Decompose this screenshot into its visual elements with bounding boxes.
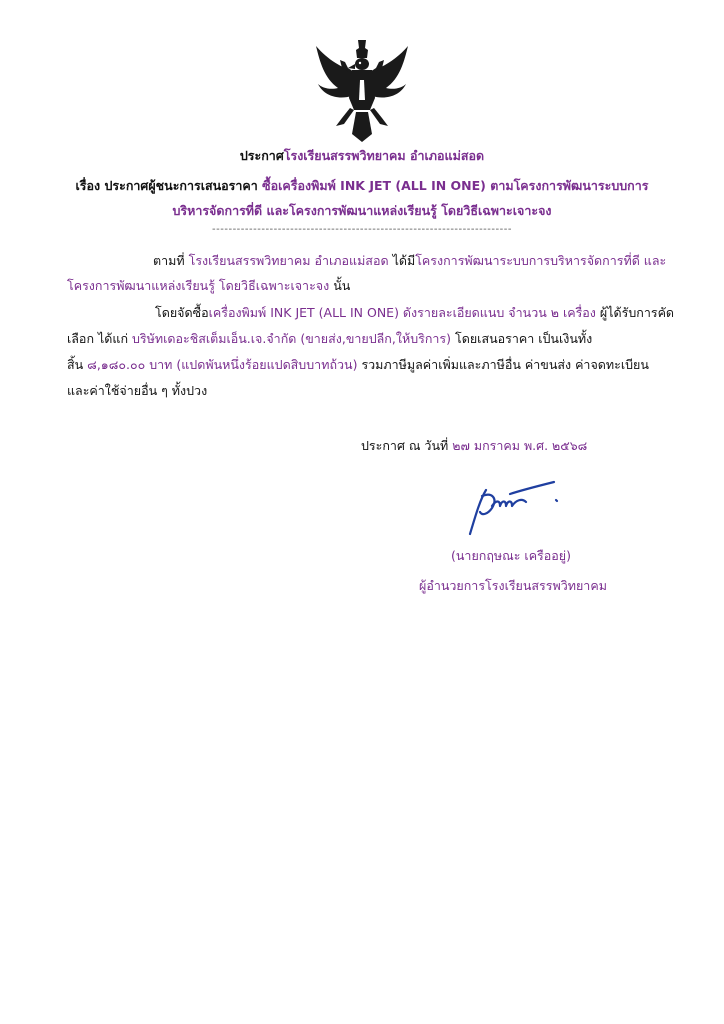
p1-project: โครงการพัฒนาระบบการบริหารจัดการที่ดี และ: [415, 253, 667, 268]
p2-selected: เลือก ได้แก่: [67, 331, 129, 346]
garuda-emblem: [312, 38, 412, 144]
paragraph-2-line-1: [155, 303, 674, 323]
subject-prefix: เรื่อง ประกาศผู้ชนะการเสนอราคา: [75, 178, 258, 193]
p1-text-c: ได้มี: [392, 253, 416, 268]
announce-date-line: [361, 436, 587, 456]
signer-name: (นายกฤษณะ เครืออยู่): [451, 548, 571, 563]
announcement-title: [0, 146, 724, 166]
school-name: โรงเรียนสรรพวิทยาคม อำเภอแม่สอด: [283, 148, 485, 163]
subject-line-2: บริหารจัดการที่ดี และโครงการพัฒนาแหล่งเรียนรู้ โดยวิธีเฉพาะเจาะจง: [172, 203, 552, 218]
paragraph-2-line-3: [67, 355, 649, 375]
subject-text: ซื้อเครื่องพิมพ์ INK JET (ALL IN ONE) ตามโครงการพัฒนาระบบการ: [262, 178, 649, 193]
paragraph-2-line-4: และค่าใช้จ่ายอื่น ๆ ทั้งปวง: [67, 383, 208, 398]
p2-tax-note: รวมภาษีมูลค่าเพิ่มและภาษีอื่น ค่าขนส่ง ค่าจดทะเบียน: [361, 357, 649, 372]
p2-company: บริษัทเดอะชิสเต็มเอ็น.เจ.จำกัด (ขายส่ง,ขายปลีก,ให้บริการ): [132, 331, 452, 346]
paragraph-1-line-2: [67, 276, 350, 296]
p1-school: โรงเรียนสรรพวิทยาคม อำเภอแม่สอด: [188, 253, 389, 268]
signature-mark: [452, 476, 570, 542]
paragraph-1-line-1: [153, 251, 666, 271]
subject-line-1: [0, 176, 724, 196]
p2-text-c: ผู้ได้รับการคัด: [599, 305, 675, 320]
signer-title: ผู้อำนวยการโรงเรียนสรรพวิทยาคม: [419, 578, 607, 593]
p2-amount: ๘,๑๘๐.๐๐ บาท (แปดพันหนึ่งร้อยแปดสิบบาทถ้วน): [87, 357, 358, 372]
title-prefix: ประกาศ: [239, 148, 284, 163]
p1-text-a: ตามที่: [153, 253, 185, 268]
divider: -------------------------------------------------------------------------: [212, 224, 512, 235]
p1-project-2: โครงการพัฒนาแหล่งเรียนรู้ โดยวิธีเฉพาะเจาะจง: [67, 278, 330, 293]
announce-date: ๒๗ มกราคม พ.ศ. ๒๕๖๘: [452, 438, 588, 453]
p1-end: นั้น: [333, 278, 351, 293]
p2-total-word: สิ้น: [67, 357, 84, 372]
p2-offer: โดยเสนอราคา เป็นเงินทั้ง: [455, 331, 593, 346]
paragraph-2-line-2: [67, 329, 592, 349]
p2-text-a: โดยจัดซื้อ: [155, 305, 209, 320]
announce-prefix: ประกาศ ณ วันที่: [361, 438, 449, 453]
p2-item: เครื่องพิมพ์ INK JET (ALL IN ONE) ดังรายละเอียดแนบ จำนวน ๒ เครื่อง: [208, 305, 596, 320]
